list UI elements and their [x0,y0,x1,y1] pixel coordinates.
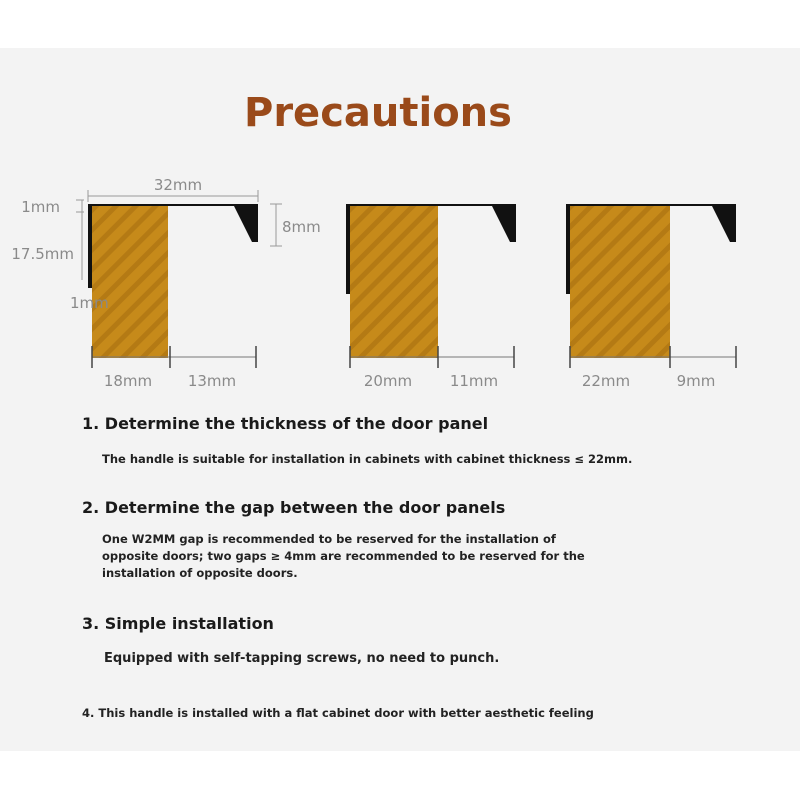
door-panel-1 [92,206,168,358]
gap-label: 9mm [676,372,716,390]
section-3-body: Equipped with self-tapping screws, no need to punch. [104,651,500,666]
variant-1 [11,176,320,390]
bottom-lip-label: 1mm [70,294,109,312]
section-2-body [102,531,585,582]
section-4-heading: 4. This handle is installed with a flat cabinet door with better aesthetic feeling [82,706,594,720]
panel-thickness-label: 20mm [363,372,413,390]
panel-thickness-label: 18mm [103,372,153,390]
section-2-line-2: opposite doors; two gaps ≥ 4mm are recommended to be reserved for the [102,549,585,563]
gap-label: 13mm [187,372,237,390]
section-2-line-3: installation of opposite doors. [102,566,298,580]
height-label: 17.5mm [11,245,74,263]
section-1-body: The handle is suitable for installation in cabinets with cabinet thickness ≤ 22mm. [102,452,633,466]
variant-2 [346,204,516,390]
section-3-heading: 3. Simple installation [82,614,274,633]
hook-depth-label: 8mm [282,218,321,236]
variant-3 [566,204,736,390]
panel-thickness-label: 22mm [581,372,631,390]
page-title: Precautions [244,90,512,136]
top-width-label: 32mm [153,176,203,194]
handle-dimension-diagram [0,160,800,400]
gap-label: 11mm [449,372,499,390]
door-panel-2 [350,206,438,358]
section-2-line-1: One W2MM gap is recommended to be reserved for the installation of [102,532,556,546]
door-panel-3 [570,206,670,358]
lip-label: 1mm [21,198,60,216]
section-2-heading: 2. Determine the gap between the door panels [82,498,506,517]
section-1-heading: 1. Determine the thickness of the door panel [82,414,489,433]
